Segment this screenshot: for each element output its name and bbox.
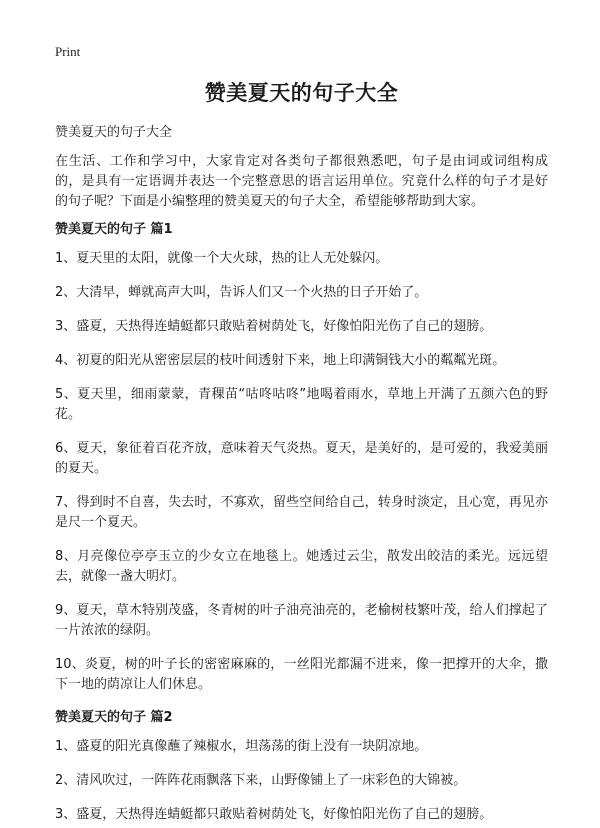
section-heading-1: 赞美夏天的句子 篇1 xyxy=(55,222,173,237)
sentence-item: 8、月亮像位亭亭玉立的少女立在地毯上。她透过云尘，散发出皎洁的柔光。远远望去，就像一盏大明灯。 xyxy=(55,549,548,584)
sentence-item: 10、炎夏，树的叶子长的密密麻麻的，一丝阳光都漏不进来，像一把撑开的大伞，撒下一地的荫凉让人们休息。 xyxy=(55,657,548,692)
sentence-item: 6、夏天，象征着百花齐放，意味着天气炎热。夏天，是美好的，是可爱的，我爱美丽的夏天。 xyxy=(55,441,548,476)
section-heading-2: 赞美夏天的句子 篇2 xyxy=(55,710,173,725)
sentence-item: 7、得到时不自喜，失去时，不寡欢，留些空间给自己，转身时淡定，且心宽，再见亦是尺一个夏天。 xyxy=(55,495,548,530)
sentence-item: 3、盛夏，天热得连蜻蜓都只敢贴着树荫处飞，好像怕阳光伤了自己的翅膀。 xyxy=(55,807,493,822)
print-link[interactable]: Print xyxy=(55,44,81,59)
sentence-item: 2、大清早，蝉就高声大叫，告诉人们又一个火热的日子开始了。 xyxy=(55,285,428,300)
intro-paragraph: 在生活、工作和学习中，大家肯定对各类句子都很熟悉吧，句子是由词或词组构成的，是具有一定语调并表达一个完整意思的语言运用单位。究竟什么样的句子才是好的句子呢？下面是小编整理的赞美夏天的句子大全，希望能够帮助到大家。 xyxy=(55,154,548,209)
sentence-item: 1、盛夏的阳光真像蘸了辣椒水，坦荡荡的街上没有一块阴凉地。 xyxy=(55,739,428,754)
sentence-item: 4、初夏的阳光从密密层层的枝叶间透射下来，地上印满铜钱大小的粼粼光斑。 xyxy=(55,353,506,368)
document-subtitle: 赞美夏天的句子大全 xyxy=(55,125,173,140)
sentence-item: 3、盛夏，天热得连蜻蜓都只敢贴着树荫处飞，好像怕阳光伤了自己的翅膀。 xyxy=(55,319,493,334)
sentence-item: 1、夏天里的太阳，就像一个大火球，热的让人无处躲闪。 xyxy=(55,251,389,266)
sentence-item: 9、夏天，草木特别茂盛，冬青树的叶子油亮油亮的，老榆树枝繁叶茂，给人们撑起了一片浓浓的绿阴。 xyxy=(55,603,548,638)
document-title: 赞美夏天的句子大全 xyxy=(204,81,399,105)
sentence-item: 2、清风吹过，一阵阵花雨飘落下来，山野像铺上了一床彩色的大锦被。 xyxy=(55,773,467,788)
sentence-item: 5、夏天里，细雨蒙蒙，青稞苗“咕咚咕咚”地喝着雨水，草地上开满了五颜六色的野花。 xyxy=(55,387,548,422)
